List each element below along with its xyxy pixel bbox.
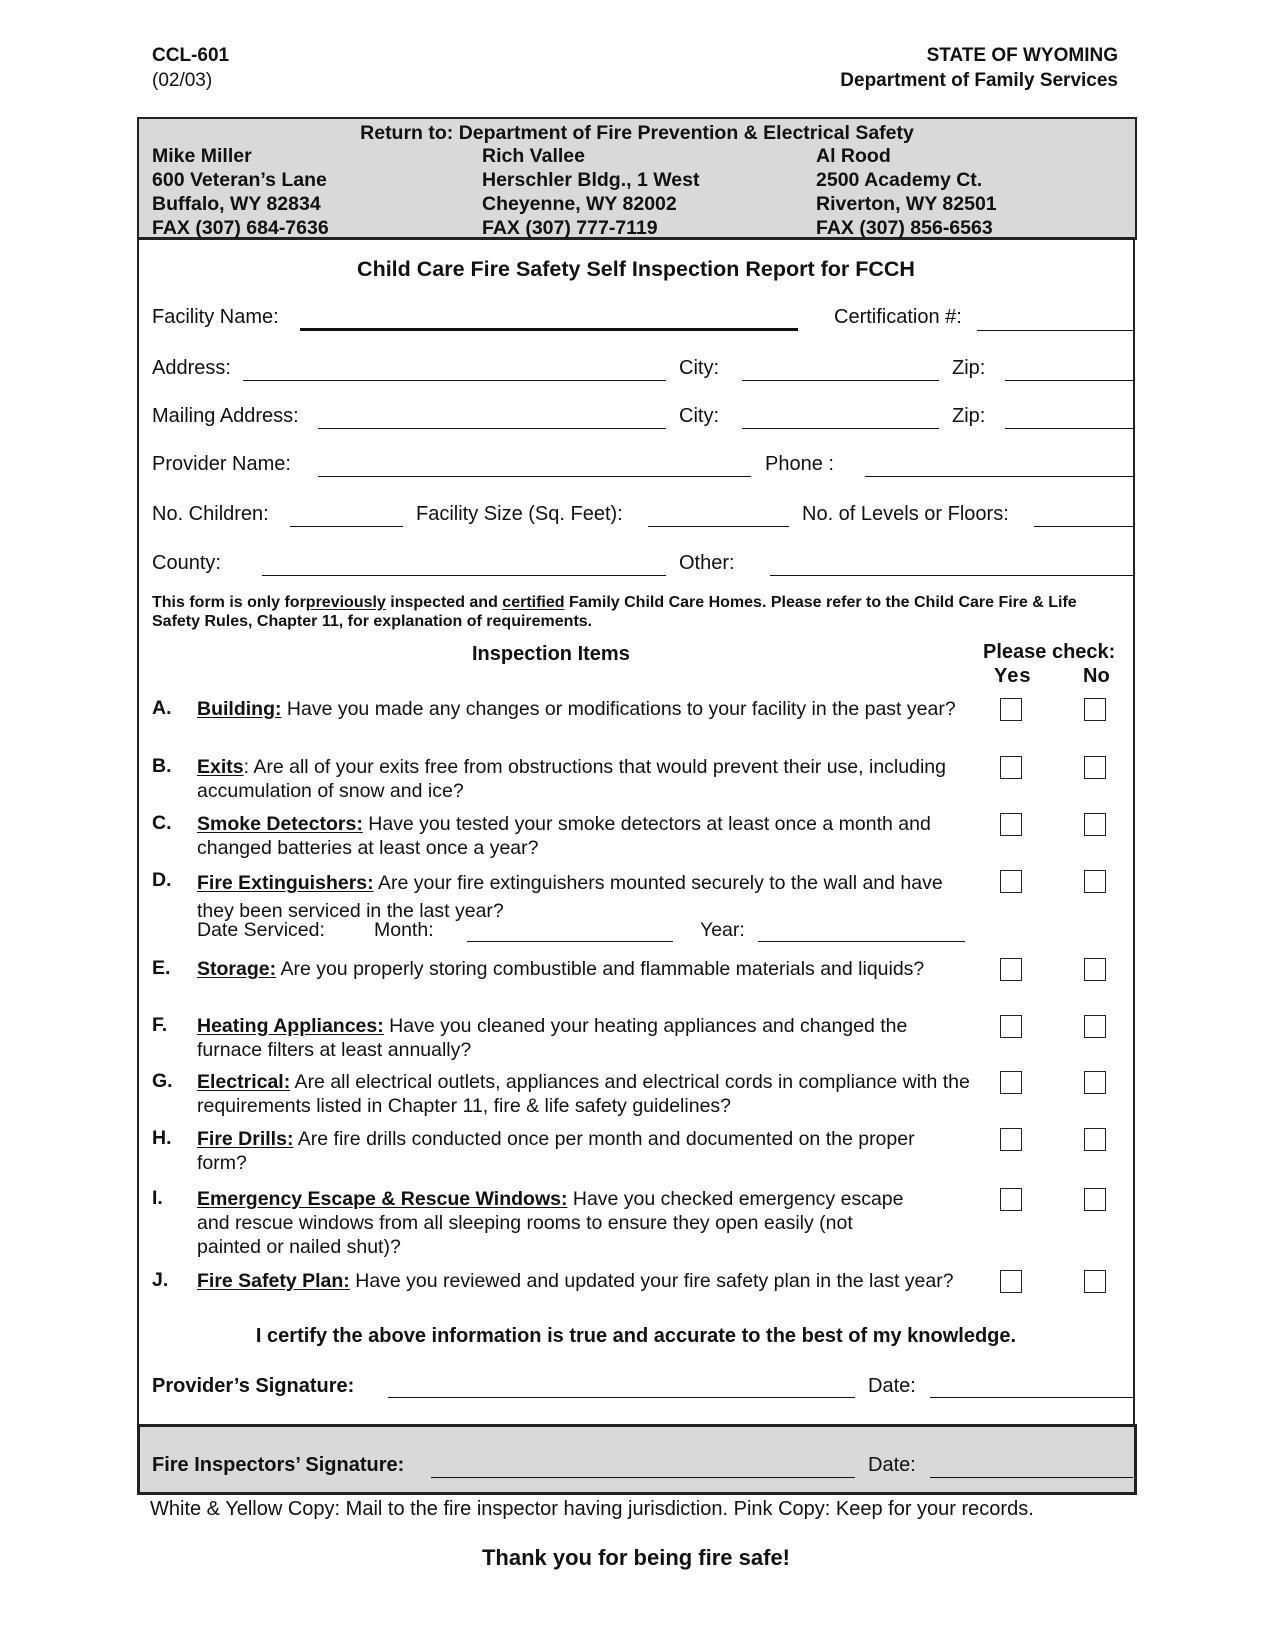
month-serviced-field[interactable] — [467, 941, 673, 942]
item-a-question: Have you made any changes or modifications to your facility in the past year? — [281, 698, 956, 720]
contact-3-street: 2500 Academy Ct. — [816, 169, 983, 191]
item-g-keyword: Electrical: — [197, 1071, 291, 1093]
item-g-yes-checkbox[interactable] — [1000, 1071, 1022, 1094]
no-column-heading: No — [1083, 665, 1110, 687]
form-id: CCL-601 — [152, 45, 230, 66]
yes-column-heading: Yes — [994, 665, 1032, 687]
item-a-no-checkbox[interactable] — [1084, 698, 1106, 721]
inspector-signature-label: Fire Inspectors’ Signature: — [152, 1454, 405, 1476]
note-text-3: Family Child Care Homes. Please refer to the Child Care Fire & Life Safety Rules, Chapter 11, for explanation of requirements. — [152, 594, 1077, 630]
item-e-letter: E. — [152, 957, 171, 979]
item-f-text — [197, 1014, 967, 1062]
item-h-letter: H. — [152, 1127, 172, 1149]
mailing-zip-label: Zip: — [952, 405, 986, 427]
contact-1-name: Mike Miller — [152, 145, 252, 167]
item-j-text — [197, 1269, 967, 1293]
form-right-border — [1133, 237, 1135, 1425]
note-text-2: inspected and — [385, 594, 503, 611]
certification-statement: I certify the above information is true and accurate to the best of my knowledge. — [255, 1325, 1017, 1347]
inspector-date-label: Date: — [868, 1454, 916, 1476]
form-revision-date: (02/03) — [152, 70, 213, 91]
contact-1-city: Buffalo, WY 82834 — [152, 193, 321, 215]
item-c-question: Have you tested your smoke detectors at least once a month and changed batteries at least once a year? — [197, 813, 931, 859]
item-h-no-checkbox[interactable] — [1084, 1128, 1106, 1151]
address-field[interactable] — [243, 380, 666, 381]
copy-distribution-note: White & Yellow Copy: Mail to the fire inspector having jurisdiction. Pink Copy: Keep for your records. — [150, 1498, 1034, 1520]
item-e-no-checkbox[interactable] — [1084, 958, 1106, 981]
item-i-text — [197, 1187, 922, 1259]
contact-3-fax: FAX (307) 856-6563 — [816, 217, 993, 239]
no-children-field[interactable] — [290, 526, 403, 527]
note-previously: previously — [305, 594, 386, 611]
inspector-signature-field[interactable] — [431, 1477, 855, 1478]
contact-3-name: Al Rood — [816, 145, 891, 167]
form-left-border — [137, 237, 139, 1425]
item-j-keyword: Fire Safety Plan: — [197, 1270, 350, 1292]
item-d-text — [197, 869, 967, 925]
item-d-letter: D. — [152, 869, 172, 891]
item-d-yes-checkbox[interactable] — [1000, 870, 1022, 893]
item-g-no-checkbox[interactable] — [1084, 1071, 1106, 1094]
return-to-box — [137, 117, 1137, 240]
item-g-question: Are all electrical outlets, appliances and electrical cords in compliance with the requirements listed in Chapter 11, fire & life safety guidelines? — [197, 1071, 970, 1117]
address-zip-label: Zip: — [952, 357, 986, 379]
contact-1-street: 600 Veteran’s Lane — [152, 169, 327, 191]
item-i-no-checkbox[interactable] — [1084, 1188, 1106, 1211]
item-f-question: Have you cleaned your heating appliances and changed the furnace filters at least annually? — [197, 1015, 908, 1061]
item-i-letter: I. — [152, 1187, 163, 1209]
date-serviced-label: Date Serviced: — [197, 919, 325, 941]
item-h-keyword: Fire Drills: — [197, 1128, 294, 1150]
contact-2-city: Cheyenne, WY 82002 — [482, 193, 677, 215]
item-j-no-checkbox[interactable] — [1084, 1270, 1106, 1293]
mailing-city-field[interactable] — [742, 428, 939, 429]
item-h-question: Are fire drills conducted once per month and documented on the proper form? — [197, 1128, 915, 1174]
contact-1-fax: FAX (307) 684-7636 — [152, 217, 329, 239]
item-e-text — [197, 957, 967, 981]
other-field[interactable] — [770, 575, 1135, 576]
item-i-keyword: Emergency Escape & Rescue Windows: — [197, 1188, 568, 1210]
levels-label: No. of Levels or Floors: — [802, 503, 1009, 525]
mailing-city-label: City: — [679, 405, 719, 427]
item-a-text — [197, 697, 967, 721]
item-h-text — [197, 1127, 967, 1175]
item-c-keyword: Smoke Detectors: — [197, 813, 363, 835]
provider-signature-field[interactable] — [388, 1397, 855, 1398]
item-d-keyword: Fire Extinguishers: — [197, 872, 374, 894]
address-city-label: City: — [679, 357, 719, 379]
item-d-question: Are your fire extinguishers mounted securely to the wall and have they been serviced in the last year? — [197, 872, 943, 922]
certification-label: Certification #: — [834, 306, 962, 328]
contact-2-fax: FAX (307) 777-7119 — [482, 217, 658, 239]
item-f-letter: F. — [152, 1014, 168, 1036]
item-e-question: Are you properly storing combustible and flammable materials and liquids? — [276, 958, 925, 980]
county-label: County: — [152, 552, 221, 574]
note-certified: certified — [502, 594, 565, 611]
item-h-yes-checkbox[interactable] — [1000, 1128, 1022, 1151]
item-b-question: : Are all of your exits free from obstructions that would prevent their use, including accumulation of snow and ice? — [197, 756, 946, 802]
year-serviced-field[interactable] — [758, 941, 965, 942]
provider-date-label: Date: — [868, 1375, 916, 1397]
item-a-yes-checkbox[interactable] — [1000, 698, 1022, 721]
month-label: Month: — [374, 919, 434, 941]
item-j-letter: J. — [152, 1269, 169, 1291]
item-d-no-checkbox[interactable] — [1084, 870, 1106, 893]
item-i-question: Have you checked emergency escape and rescue windows from all sleeping rooms to ensure they open easily (not painted or nailed shut)? — [197, 1188, 904, 1258]
item-e-yes-checkbox[interactable] — [1000, 958, 1022, 981]
contact-3-city: Riverton, WY 82501 — [816, 193, 997, 215]
please-check-heading: Please check: — [983, 641, 1116, 663]
item-c-text — [197, 812, 967, 860]
item-b-letter: B. — [152, 755, 172, 777]
mailing-address-field[interactable] — [318, 428, 666, 429]
inspection-items-heading: Inspection Items — [472, 643, 630, 665]
provider-name-field[interactable] — [318, 476, 751, 477]
contact-2-street: Herschler Bldg., 1 West — [482, 169, 700, 191]
address-label: Address: — [152, 357, 231, 379]
item-i-yes-checkbox[interactable] — [1000, 1188, 1022, 1211]
return-to-heading: Return to: Department of Fire Prevention & Electrical Safety — [360, 122, 914, 144]
item-f-keyword: Heating Appliances: — [197, 1015, 384, 1037]
other-label: Other: — [679, 552, 735, 574]
contact-2-name: Rich Vallee — [482, 145, 585, 167]
item-b-yes-checkbox[interactable] — [1000, 756, 1022, 779]
item-c-yes-checkbox[interactable] — [1000, 813, 1022, 836]
form-title: Child Care Fire Safety Self Inspection Report for FCCH — [357, 257, 915, 281]
note-text-1: This form is only for — [152, 594, 306, 611]
inspector-date-field[interactable] — [930, 1477, 1133, 1478]
item-j-question: Have you reviewed and updated your fire safety plan in the last year? — [349, 1270, 954, 1292]
item-b-keyword: Exits — [197, 756, 244, 778]
certification-field[interactable] — [977, 330, 1135, 331]
department-name: Department of Family Services — [840, 70, 1118, 91]
levels-field[interactable] — [1034, 526, 1135, 527]
facility-name-label: Facility Name: — [152, 306, 279, 328]
item-g-text — [197, 1070, 977, 1118]
facility-size-label: Facility Size (Sq. Feet): — [416, 503, 623, 525]
thank-you-message: Thank you for being fire safe! — [481, 1545, 791, 1570]
item-b-no-checkbox[interactable] — [1084, 756, 1106, 779]
phone-field[interactable] — [865, 476, 1135, 477]
address-city-field[interactable] — [742, 380, 939, 381]
item-e-keyword: Storage: — [197, 958, 277, 980]
item-c-letter: C. — [152, 812, 172, 834]
item-a-letter: A. — [152, 697, 172, 719]
item-g-letter: G. — [152, 1070, 173, 1092]
provider-signature-label: Provider’s Signature: — [152, 1375, 355, 1397]
state-name: STATE OF WYOMING — [926, 45, 1118, 66]
item-f-no-checkbox[interactable] — [1084, 1015, 1106, 1038]
facility-size-field[interactable] — [648, 526, 789, 527]
provider-date-field[interactable] — [930, 1397, 1135, 1398]
county-field[interactable] — [262, 575, 666, 576]
form-eligibility-note — [152, 593, 1127, 631]
year-label: Year: — [700, 919, 745, 941]
no-children-label: No. Children: — [152, 503, 269, 525]
item-b-text — [197, 755, 967, 803]
item-c-no-checkbox[interactable] — [1084, 813, 1106, 836]
address-zip-field[interactable] — [1005, 380, 1135, 381]
provider-name-label: Provider Name: — [152, 453, 291, 475]
mailing-zip-field[interactable] — [1005, 428, 1135, 429]
item-f-yes-checkbox[interactable] — [1000, 1015, 1022, 1038]
mailing-address-label: Mailing Address: — [152, 405, 299, 427]
phone-label: Phone : — [765, 453, 834, 475]
item-j-yes-checkbox[interactable] — [1000, 1270, 1022, 1293]
item-a-keyword: Building: — [197, 698, 282, 720]
facility-name-field[interactable] — [300, 328, 798, 331]
